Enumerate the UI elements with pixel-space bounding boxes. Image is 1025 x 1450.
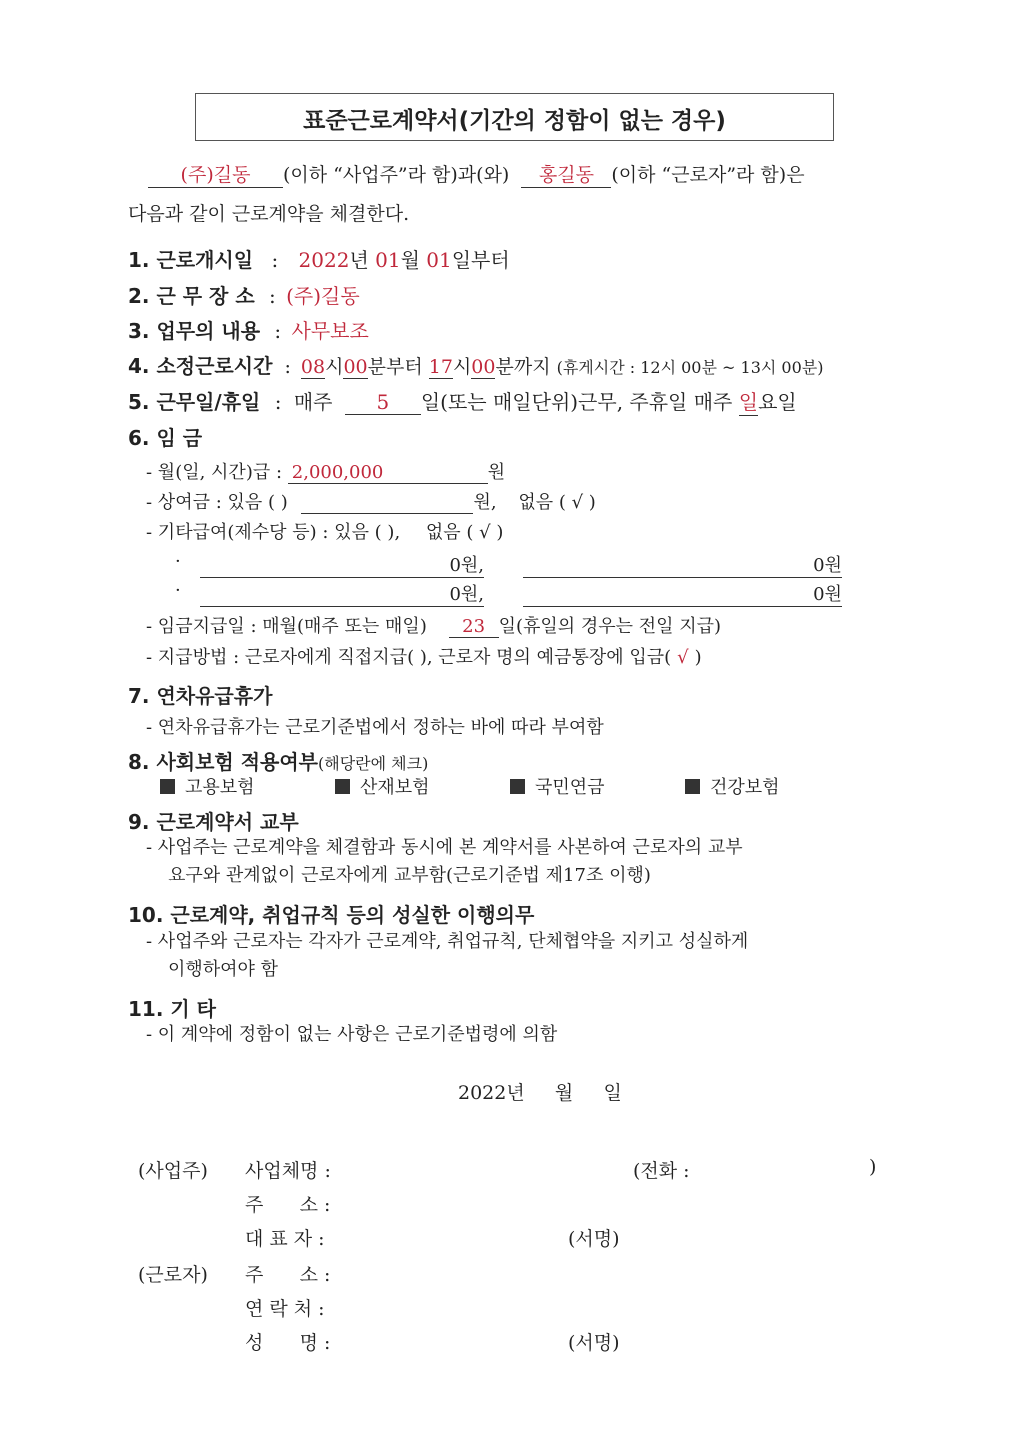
checked-box-icon (335, 779, 350, 794)
other-row-1-left: 0원, (200, 551, 484, 578)
contract-delivery-line-2: 요구와 관계없이 근로자에게 교부함(근로기준법 제17조 이행) (168, 865, 651, 886)
wage-monthly-row (146, 458, 505, 484)
checked-box-icon (510, 779, 525, 794)
employee-sign-mark: (서명) (568, 1332, 620, 1354)
contract-delivery-line-1: - 사업주는 근로계약을 체결함과 동시에 본 계약서를 사본하여 근로자의 교부 (146, 837, 743, 858)
item-start-date (128, 244, 510, 273)
wage-monthly-label: - 월(일, 시간)급 : (146, 462, 283, 483)
job-value: 사무보조 (291, 319, 369, 343)
phone-label: (전화 : (633, 1160, 690, 1182)
employer-tag: (사업주) (138, 1160, 208, 1182)
bonus-unit: 원, (473, 492, 497, 513)
insurance-option-1[interactable] (160, 773, 255, 799)
social-insurance-note: (해당란에 체크) (318, 754, 429, 773)
pay-method-label: - 지급방법 : 근로자에게 직접지급( ), 근로자 명의 예금통장에 입금( (146, 647, 672, 668)
insurance-option-label: 고용보험 (185, 777, 255, 798)
annual-leave-text: - 연차유급휴가는 근로기준법에서 정하는 바에 따라 부여함 (146, 717, 604, 738)
payday-label: - 임금지급일 : 매월(매주 또는 매일) (146, 616, 427, 637)
insurance-option-label: 국민연금 (535, 777, 605, 798)
company-name-label: 사업체명 : (245, 1160, 331, 1182)
bonus-none: 없음 ( √ ) (518, 492, 596, 513)
other-pay-none: 없음 ( √ ) (425, 522, 504, 543)
workplace-label: 2. 근 무 장 소 (128, 284, 255, 308)
duty-label: 10. 근로계약, 취업규칙 등의 성실한 이행의무 (128, 903, 535, 927)
break-time: (휴게시간 : 12시 00분 ~ 13시 00분) (556, 358, 824, 377)
other-label: 11. 기 타 (128, 997, 216, 1021)
hour-unit: 시 (325, 356, 344, 378)
colon: : (274, 319, 282, 343)
weekly-holiday-suffix: 요일 (758, 390, 797, 414)
wage-label: 6. 임 금 (128, 426, 203, 450)
phone-close: ) (869, 1156, 877, 1178)
minute-unit: 분부터 (367, 356, 423, 378)
end-hour: 17 (428, 356, 453, 378)
workdays-prefix: 매주 (293, 390, 333, 414)
checked-box-icon (160, 779, 175, 794)
workdays-label: 5. 근무일/휴일 (128, 390, 261, 414)
wage-monthly-value: 2,000,000 (288, 462, 488, 484)
wage-unit: 원 (487, 462, 506, 483)
item-workdays (128, 386, 797, 416)
start-day: 01 (426, 248, 452, 272)
item-workplace (128, 280, 360, 309)
title-box (195, 93, 834, 141)
colon: : (284, 356, 291, 378)
insurance-option-2[interactable] (335, 773, 430, 799)
employee-suffix: (이하 “근로자”라 함)은 (611, 164, 805, 186)
document-title: 표준근로계약서(기간의 정함이 없는 경우) (303, 108, 726, 134)
month-unit: 월 (400, 248, 420, 272)
payday-row (146, 612, 721, 638)
contract-delivery-label: 9. 근로계약서 교부 (128, 810, 299, 834)
other-pay-label: - 기타급여(제수당 등) : 있음 ( ), (146, 522, 401, 543)
employer-suffix: (이하 “사업주”라 함)과(와) (283, 164, 510, 186)
intro-line-1 (148, 160, 805, 188)
payday-suffix: 일(휴일의 경우는 전일 지급) (498, 616, 722, 637)
hours-label: 4. 소정근로시간 (128, 354, 273, 378)
employer-sign-mark: (서명) (568, 1228, 620, 1250)
bonus-label: - 상여금 : 있음 ( ) (146, 492, 288, 513)
workdays-middle: 일(또는 매일단위)근무, 주휴일 매주 (420, 390, 733, 414)
start-hour: 08 (300, 356, 326, 378)
item-job-description (128, 315, 369, 344)
job-label: 3. 업무의 내용 (128, 319, 261, 343)
bonus-amount-blank (301, 492, 473, 514)
duty-line-2: 이행하여야 함 (168, 959, 279, 980)
colon: : (271, 248, 279, 272)
employee-name-label: 성 명 : (245, 1332, 331, 1354)
other-row-2-left: 0원, (200, 580, 484, 607)
insurance-option-3[interactable] (510, 773, 605, 799)
bonus-row (146, 488, 596, 514)
employer-name: (주)길동 (148, 160, 283, 188)
employee-tag: (근로자) (138, 1264, 208, 1286)
end-minute: 00 (471, 356, 496, 378)
insurance-option-label: 건강보험 (710, 777, 780, 798)
colon: : (269, 284, 276, 308)
other-row-2-bullet: · (175, 580, 181, 601)
item-working-hours (128, 350, 823, 379)
employee-address-label: 주 소 : (245, 1264, 331, 1286)
other-row-1-right: 0원 (523, 551, 842, 578)
contract-date: 2022년 월 일 (458, 1082, 622, 1104)
contact-label: 연 락 처 : (245, 1298, 325, 1320)
insurance-option-4[interactable] (685, 773, 780, 799)
start-month: 01 (375, 248, 401, 272)
other-row-2-right: 0원 (523, 580, 842, 607)
social-insurance-heading (128, 746, 428, 775)
insurance-option-label: 산재보험 (360, 777, 430, 798)
employer-address-label: 주 소 : (245, 1194, 331, 1216)
checked-box-icon (685, 779, 700, 794)
workdays-count: 5 (345, 390, 421, 415)
annual-leave-label: 7. 연차유급휴가 (128, 684, 273, 708)
start-minute: 00 (343, 356, 368, 378)
employee-name: 홍길동 (521, 160, 611, 188)
start-year: 2022 (298, 248, 350, 272)
other-row-1-bullet: · (175, 551, 181, 572)
representative-label: 대 표 자 : (245, 1228, 325, 1250)
weekly-holiday: 일 (739, 386, 758, 416)
start-date-label: 1. 근로개시일 (128, 248, 254, 272)
workplace-value: (주)길동 (286, 284, 360, 308)
other-text: - 이 계약에 정함이 없는 사항은 근로기준법령에 의함 (146, 1024, 558, 1045)
colon: : (274, 390, 282, 414)
pay-method-check: √ (677, 647, 689, 668)
minute-unit: 분까지 (495, 356, 551, 378)
pay-method-row (146, 643, 702, 669)
other-pay-row (146, 518, 503, 544)
social-insurance-label: 8. 사회보험 적용여부 (128, 750, 318, 774)
intro-line-2: 다음과 같이 근로계약을 체결한다. (128, 203, 410, 225)
day-unit: 일부터 (451, 248, 510, 272)
payday-value: 23 (449, 616, 499, 638)
duty-line-1: - 사업주와 근로자는 각자가 근로계약, 취업규칙, 단체협약을 지키고 성실하게 (146, 931, 749, 952)
year-unit: 년 (349, 248, 369, 272)
hour-unit: 시 (452, 356, 472, 378)
pay-method-close: ) (694, 647, 702, 668)
